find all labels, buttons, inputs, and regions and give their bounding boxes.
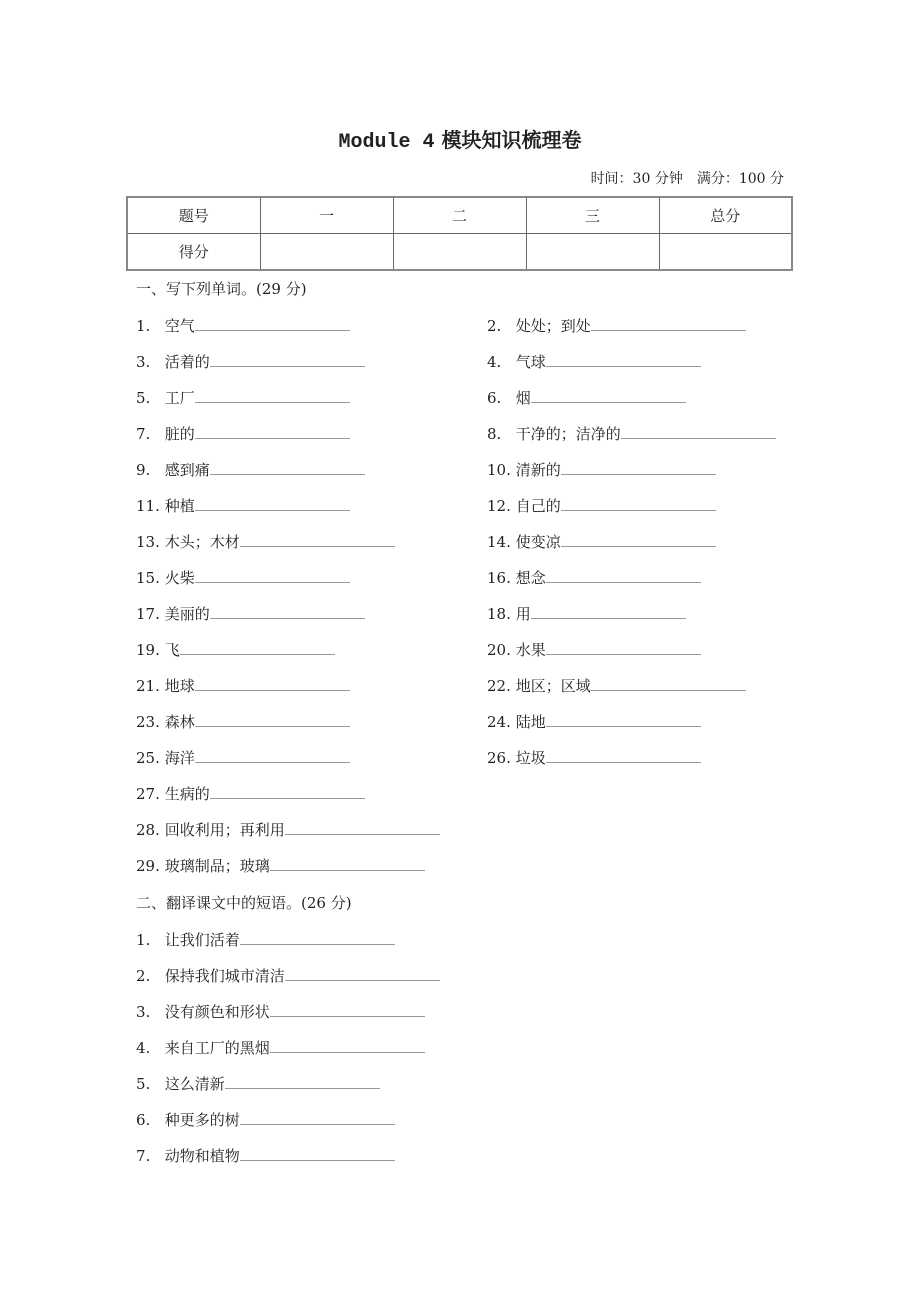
question-number: 29. xyxy=(136,857,160,875)
question-number: 2. xyxy=(136,967,151,985)
question-item xyxy=(487,314,746,336)
question-number: 16. xyxy=(487,569,511,587)
question-prompt: 玻璃制品；玻璃 xyxy=(164,857,270,875)
question-prompt: 工厂 xyxy=(164,389,195,407)
question-item xyxy=(136,818,440,840)
question-prompt: 垃圾 xyxy=(515,749,546,767)
question-item xyxy=(487,350,701,372)
answer-blank[interactable] xyxy=(195,746,350,763)
question-prompt: 气球 xyxy=(515,353,546,371)
question-prompt: 清新的 xyxy=(515,461,561,479)
question-number: 25. xyxy=(136,749,160,767)
question-prompt: 烟 xyxy=(515,389,531,407)
header-cell: 三 xyxy=(526,197,659,234)
question-item xyxy=(136,782,365,804)
question-item xyxy=(487,566,701,588)
question-prompt: 水果 xyxy=(515,641,546,659)
question-number: 2. xyxy=(487,317,502,335)
answer-blank[interactable] xyxy=(270,854,425,871)
question-number: 9. xyxy=(136,461,151,479)
question-item xyxy=(487,458,716,480)
question-prompt: 生病的 xyxy=(164,785,210,803)
question-number: 3. xyxy=(136,353,151,371)
question-item xyxy=(487,602,686,624)
question-item xyxy=(136,386,350,408)
question-item xyxy=(136,1108,395,1130)
question-prompt: 陆地 xyxy=(515,713,546,731)
question-item xyxy=(136,1036,425,1058)
question-item xyxy=(487,674,746,696)
question-prompt: 回收利用；再利用 xyxy=(164,821,285,839)
question-number: 1. xyxy=(136,317,151,335)
question-prompt: 让我们活着 xyxy=(164,931,240,949)
header-cell: 题号 xyxy=(127,197,260,234)
answer-blank[interactable] xyxy=(546,638,701,655)
question-item xyxy=(487,746,701,768)
answer-blank[interactable] xyxy=(270,1000,425,1017)
question-number: 5. xyxy=(136,1075,151,1093)
answer-blank[interactable] xyxy=(180,638,335,655)
answer-blank[interactable] xyxy=(225,1072,380,1089)
question-prompt: 用 xyxy=(515,605,531,623)
question-prompt: 飞 xyxy=(164,641,180,659)
answer-blank[interactable] xyxy=(210,782,365,799)
question-item xyxy=(136,1144,395,1166)
question-number: 22. xyxy=(487,677,511,695)
answer-blank[interactable] xyxy=(195,710,350,727)
question-prompt: 没有颜色和形状 xyxy=(164,1003,270,1021)
question-number: 1. xyxy=(136,931,151,949)
question-item xyxy=(136,674,350,696)
title-text: 模块知识梳理卷 xyxy=(441,128,582,152)
answer-blank[interactable] xyxy=(561,458,716,475)
question-prompt: 这么清新 xyxy=(164,1075,225,1093)
answer-blank[interactable] xyxy=(591,674,746,691)
answer-blank[interactable] xyxy=(591,314,746,331)
answer-blank[interactable] xyxy=(210,350,365,367)
question-item xyxy=(136,638,335,660)
question-number: 20. xyxy=(487,641,511,659)
question-prompt: 干净的；洁净的 xyxy=(515,425,621,443)
question-prompt: 森林 xyxy=(164,713,195,731)
score-cell[interactable] xyxy=(659,234,792,271)
question-number: 8. xyxy=(487,425,502,443)
question-item xyxy=(487,494,716,516)
question-item xyxy=(487,422,776,444)
question-number: 6. xyxy=(136,1111,151,1129)
question-prompt: 空气 xyxy=(164,317,195,335)
question-prompt: 保持我们城市清洁 xyxy=(164,967,285,985)
question-prompt: 种更多的树 xyxy=(164,1111,240,1129)
score-cell[interactable] xyxy=(526,234,659,271)
score-table-header xyxy=(127,197,792,234)
answer-blank[interactable] xyxy=(195,314,350,331)
question-number: 19. xyxy=(136,641,160,659)
question-prompt: 动物和植物 xyxy=(164,1147,240,1165)
question-prompt: 来自工厂的黑烟 xyxy=(164,1039,270,1057)
answer-blank[interactable] xyxy=(195,422,350,439)
question-prompt: 美丽的 xyxy=(164,605,210,623)
answer-blank[interactable] xyxy=(546,746,701,763)
answer-blank[interactable] xyxy=(531,386,686,403)
answer-blank[interactable] xyxy=(561,530,716,547)
header-cell: 总分 xyxy=(659,197,792,234)
question-number: 5. xyxy=(136,389,151,407)
answer-blank[interactable] xyxy=(240,1144,395,1161)
question-prompt: 使变凉 xyxy=(515,533,561,551)
question-prompt: 自己的 xyxy=(515,497,561,515)
header-cell: 一 xyxy=(260,197,393,234)
question-item xyxy=(136,350,365,372)
question-prompt: 想念 xyxy=(515,569,546,587)
answer-blank[interactable] xyxy=(240,530,395,547)
question-item xyxy=(136,1000,425,1022)
question-prompt: 海洋 xyxy=(164,749,195,767)
answer-blank[interactable] xyxy=(195,674,350,691)
question-number: 4. xyxy=(487,353,502,371)
answer-blank[interactable] xyxy=(195,566,350,583)
question-number: 15. xyxy=(136,569,160,587)
question-item xyxy=(136,964,440,986)
question-number: 13. xyxy=(136,533,160,551)
question-prompt: 木头；木材 xyxy=(164,533,240,551)
question-item xyxy=(136,1072,380,1094)
answer-blank[interactable] xyxy=(195,494,350,511)
answer-blank[interactable] xyxy=(285,964,440,981)
question-number: 27. xyxy=(136,785,160,803)
question-prompt: 地球 xyxy=(164,677,195,695)
question-item xyxy=(136,494,350,516)
question-number: 7. xyxy=(136,1147,151,1165)
title-module: Module 4 xyxy=(338,131,435,154)
question-prompt: 地区；区域 xyxy=(515,677,591,695)
score-cell[interactable] xyxy=(393,234,526,271)
answer-blank[interactable] xyxy=(240,928,395,945)
score-row xyxy=(127,234,792,271)
answer-blank[interactable] xyxy=(285,818,440,835)
question-number: 28. xyxy=(136,821,160,839)
question-number: 3. xyxy=(136,1003,151,1021)
question-number: 11. xyxy=(136,497,160,515)
question-item xyxy=(487,530,716,552)
page-title xyxy=(0,124,920,154)
score-table xyxy=(126,196,793,271)
question-number: 4. xyxy=(136,1039,151,1057)
question-item xyxy=(136,928,395,950)
answer-blank[interactable] xyxy=(546,710,701,727)
question-number: 10. xyxy=(487,461,511,479)
question-item xyxy=(487,710,701,732)
question-number: 24. xyxy=(487,713,511,731)
answer-blank[interactable] xyxy=(210,602,365,619)
question-item xyxy=(136,710,350,732)
question-item xyxy=(136,854,425,876)
question-number: 12. xyxy=(487,497,511,515)
answer-blank[interactable] xyxy=(621,422,776,439)
answer-blank[interactable] xyxy=(195,386,350,403)
question-number: 21. xyxy=(136,677,160,695)
question-prompt: 火柴 xyxy=(164,569,195,587)
question-prompt: 活着的 xyxy=(164,353,210,371)
question-item xyxy=(487,386,686,408)
question-item xyxy=(136,566,350,588)
header-cell: 二 xyxy=(393,197,526,234)
question-number: 18. xyxy=(487,605,511,623)
question-number: 23. xyxy=(136,713,160,731)
time-score-info: 时间：30 分钟 满分：100 分 xyxy=(590,171,784,187)
score-cell[interactable] xyxy=(260,234,393,271)
question-item xyxy=(136,314,350,336)
question-item xyxy=(136,746,350,768)
answer-blank[interactable] xyxy=(270,1036,425,1053)
question-number: 7. xyxy=(136,425,151,443)
answer-blank[interactable] xyxy=(546,350,701,367)
question-item xyxy=(136,530,395,552)
section2-heading: 二、翻译课文中的短语。(26 分) xyxy=(136,894,352,912)
question-number: 6. xyxy=(487,389,502,407)
question-number: 17. xyxy=(136,605,160,623)
question-item xyxy=(136,602,365,624)
question-number: 14. xyxy=(487,533,511,551)
question-item xyxy=(487,638,701,660)
answer-blank[interactable] xyxy=(561,494,716,511)
answer-blank[interactable] xyxy=(210,458,365,475)
question-item xyxy=(136,458,365,480)
question-prompt: 脏的 xyxy=(164,425,195,443)
question-number: 26. xyxy=(487,749,511,767)
question-item xyxy=(136,422,350,444)
answer-blank[interactable] xyxy=(240,1108,395,1125)
answer-blank[interactable] xyxy=(546,566,701,583)
question-prompt: 处处；到处 xyxy=(515,317,591,335)
answer-blank[interactable] xyxy=(531,602,686,619)
score-row-label: 得分 xyxy=(127,234,260,271)
question-prompt: 种植 xyxy=(164,497,195,515)
section1-heading: 一、写下列单词。(29 分) xyxy=(136,280,307,298)
question-prompt: 感到痛 xyxy=(164,461,210,479)
